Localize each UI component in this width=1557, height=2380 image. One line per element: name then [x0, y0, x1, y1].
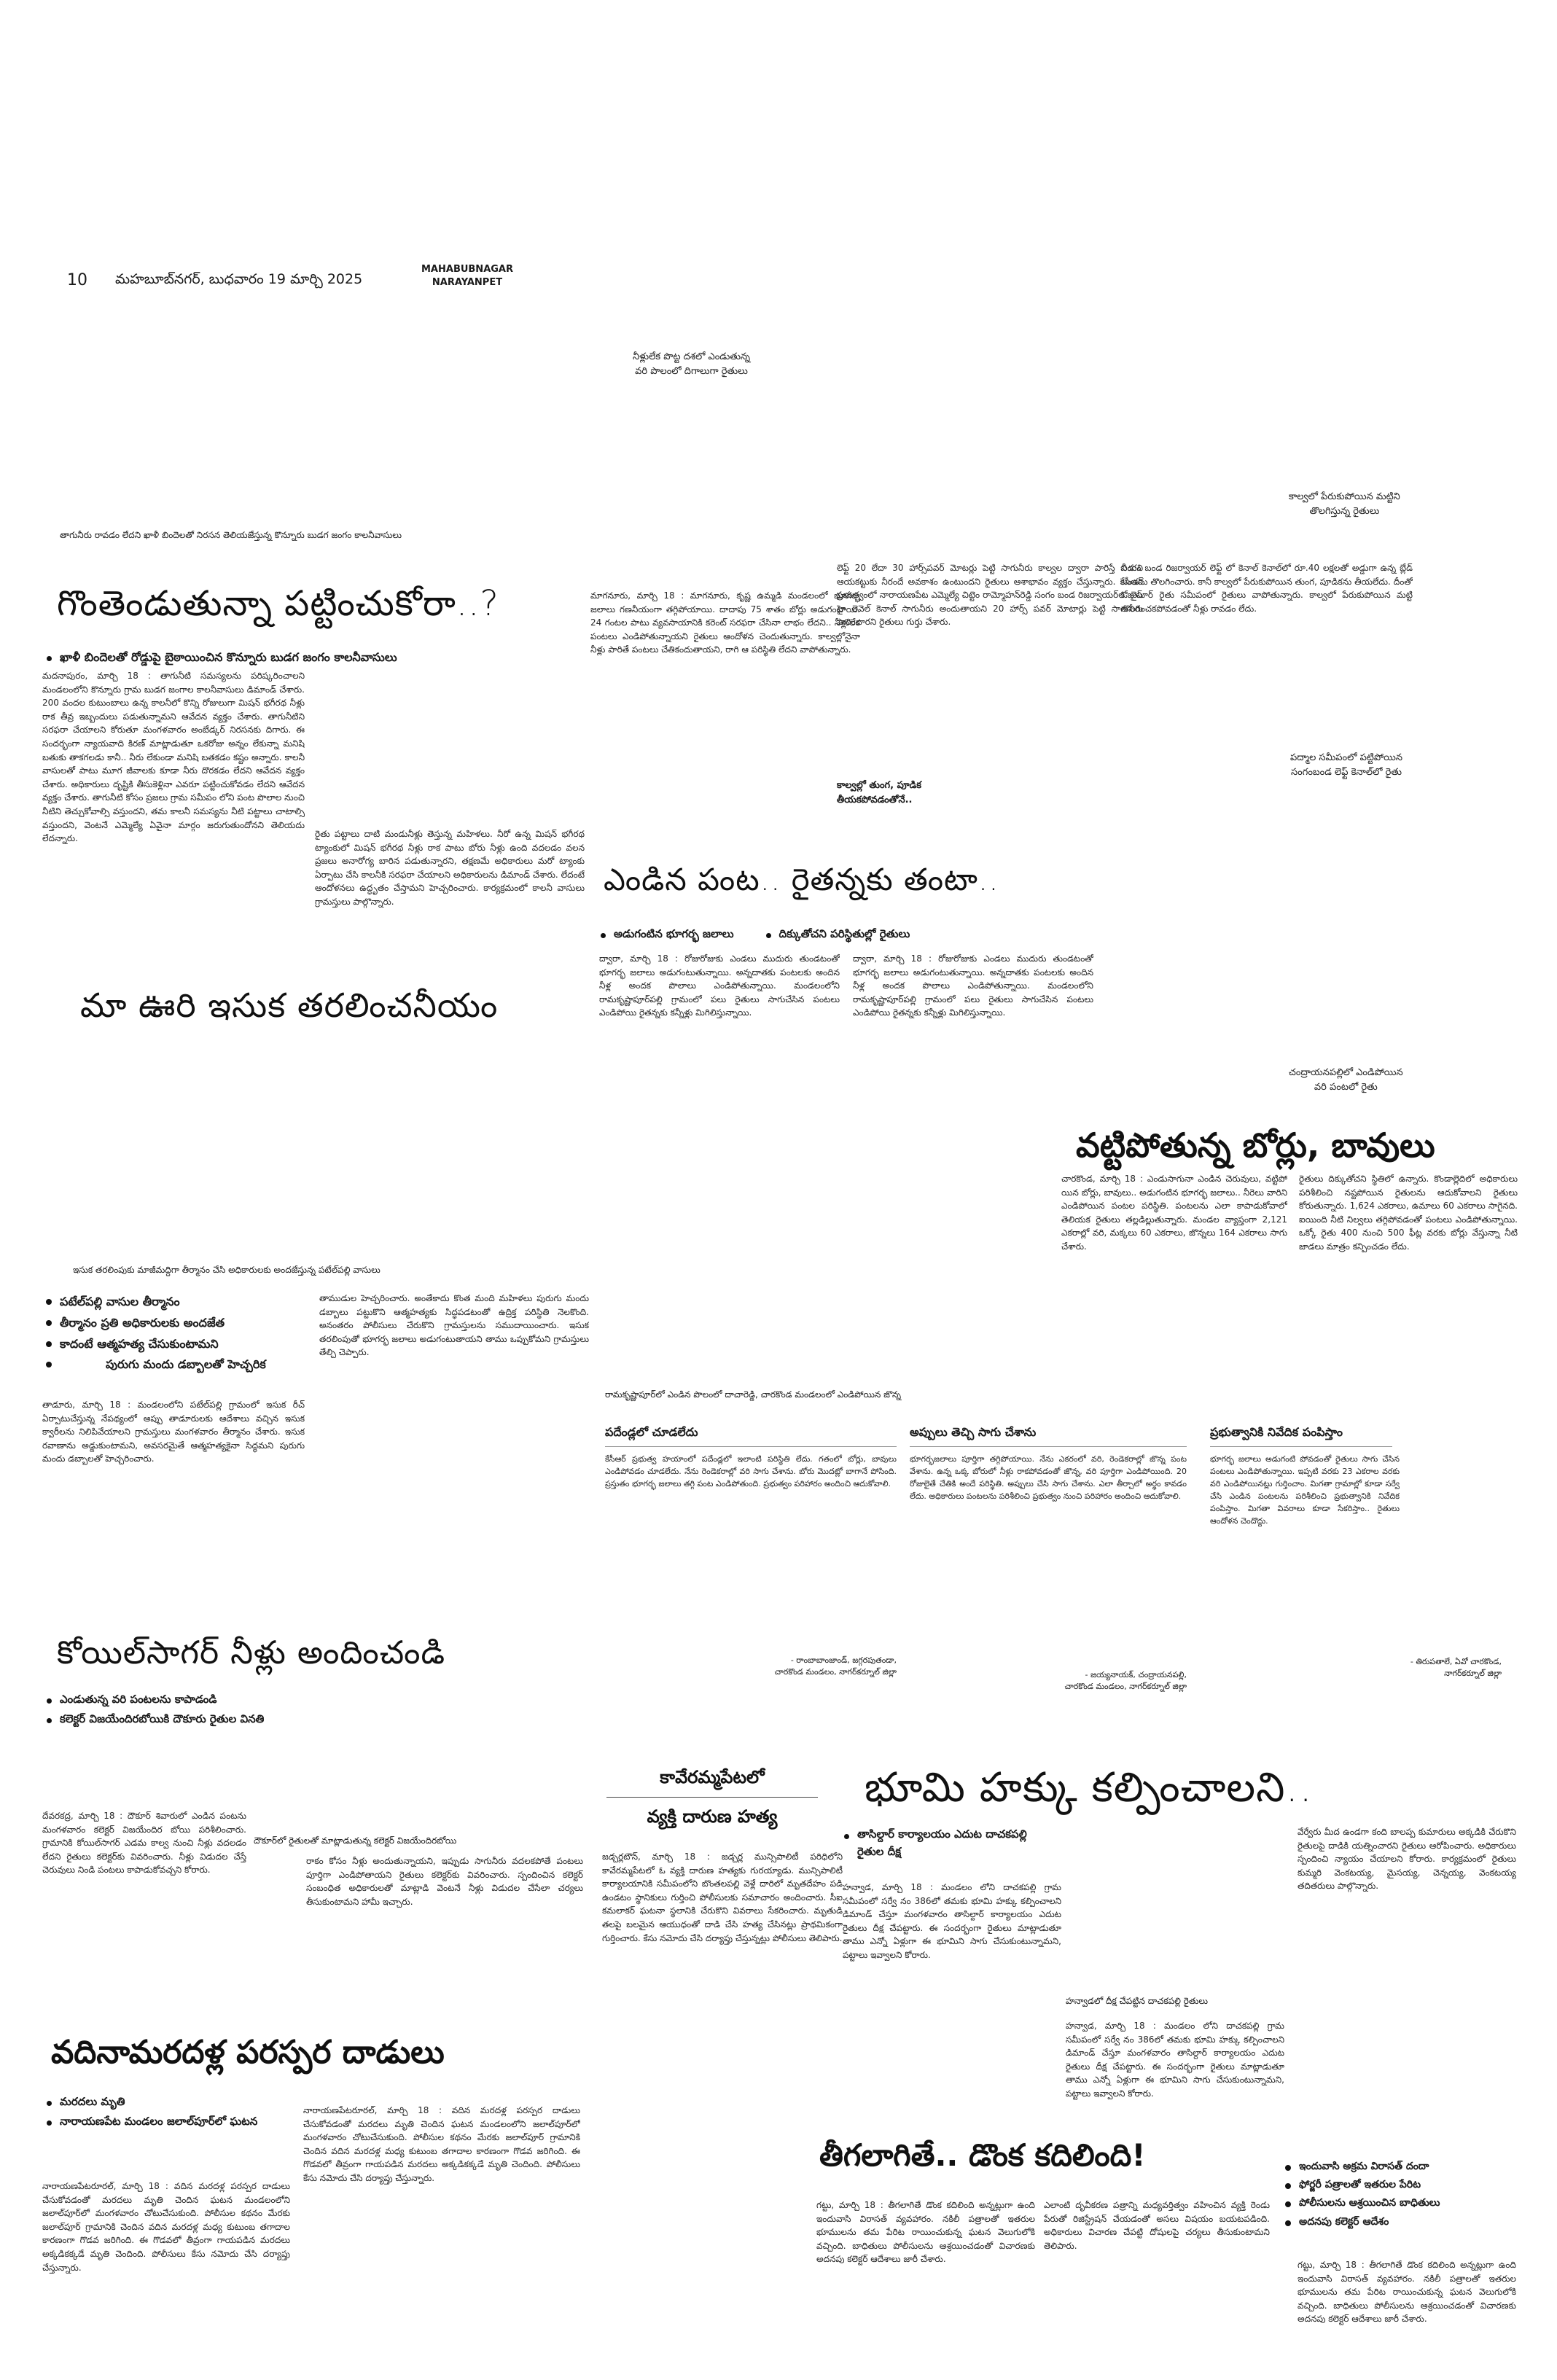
article-body: హన్వాడ, మార్చి 18 : మండలం లోని దాచకపల్లి గ్రామ సమీపంలో సర్వే నం 386లో తమకు భూమి హక్కు కల్పించాలని డిమాండ్ చేస్తూ మంగళవారం తాసిల్దార్ కార్యాలయం ఎదుట రైతులు దీక్ష చేపట్టారు. ఈ సందర్భంగా రైతులు మాట్లాడుతూ తాము ఎన్నో ఏళ్లుగా ఈ భూమిని సాగు చేసుకుంటున్నామని, పట్టాలు ఇవ్వాలని కోరారు. [1066, 2021, 1284, 2099]
headline: భూమి హక్కు కల్పించాలని.. [865, 1764, 1314, 1811]
article-body: గట్టు, మార్చి 18 : తీగలాగితే డొంక కదిలింది అన్నట్లుగా ఉంది ఇందువాసి విరాసత్ వ్యవహారం. నకిలీ పత్రాలతో ఇతరుల భూములను తమ పేరిట రాయించుకున్న ఘటన వెలుగులోకి వచ్చింది. బాధితులు పోలీసులను ఆశ్రయించడంతో విచారణకు అదనపు కలెక్టర్ ఆదేశాలు జారీ చేశారు. [1298, 2260, 1516, 2325]
article-body: తాడూరు, మార్చి 18 : మండలంలోని పటేల్‌పల్లి గ్రామంలో ఇసుక రీచ్ ఏర్పాటుచేస్తున్న నేపథ్యంలో ఆప్పు తాడూరులకు ఆదేశాలు వచ్చిన ఇసుక క్వారీలను నిలిపివేయాలని గ్రామస్తులు మంగళవారం తీర్మానం చేశారు. ఇసుక రవాణాను అడ్డుకుంటామని, అవసరమైతే ఆత్మహత్యకైనా సిద్ధమని పురుగు మందు డబ్బాలతో హెచ్చరించారు. [42, 1400, 305, 1464]
article-body: ద్వారా, మార్చి 18 : రోజురోజుకు ఎండలు ముదురు తుండటంతో భూగర్భ జలాలు అడుగంటుతున్నాయి. అన్నదాతకు పంటలకు అందిన నీళ్ల అందక పొలాలు ఎండిపోతున్నాయి. మండలంలోని రామకృష్ణాపూర్‌పల్లి గ్రామంలో పలు రైతులు సాగుచేసిన పంటలు ఎండిపోయి రైతన్నకు కన్నీళ్లు మిగిలిస్తున్నాయి. [853, 953, 1093, 1018]
story-kicker: కాల్వల్లో తుంగ, పూడిక తీయకపోవడంతోనే.. [837, 780, 922, 805]
article-body: హన్వాడ, మార్చి 18 : మండలం లోని దాచకపల్లి గ్రామ సమీపంలో సర్వే నం 386లో తమకు భూమి హక్కు కల్పించాలని డిమాండ్ చేస్తూ మంగళవారం తాసిల్దార్ కార్యాలయం ఎదుట రైతులు దీక్ష చేపట్టారు. ఈ సందర్భంగా రైతులు మాట్లాడుతూ తాము ఎన్నో ఏళ్లుగా ఈ భూమిని సాగు చేసుకుంటున్నామని, పట్టాలు ఇవ్వాలని కోరారు. [843, 1882, 1061, 1960]
story-bullets: ఎండుతున్న వరి పంటలను కాపాడండి కలెక్టర్ విజయేందిరబోయికి దౌకూరు రైతుల వినతి [44, 1690, 292, 1729]
article-body: ద్వారా, మార్చి 18 : రోజురోజుకు ఎండలు ముదురు తుండటంతో భూగర్భ జలాలు అడుగంటుతున్నాయి. అన్నదాతకు పంటలకు అందిన నీళ్ల అందక పొలాలు ఎండిపోతున్నాయి. మండలంలోని రామకృష్ణాపూర్‌పల్లి గ్రామంలో పలు రైతులు సాగుచేసిన పంటలు ఎండిపోయి రైతన్నకు కన్నీళ్లు మిగిలిస్తున్నాయి. [599, 953, 840, 1018]
headline: కోయిల్‌సాగర్ నీళ్లు అందించండి [57, 1634, 446, 1671]
story-bullets: అడుగంటిన భూగర్భ జలాలు దిక్కుతోచని పరిస్థితుల్లో రైతులు [598, 924, 1123, 944]
headline: వట్టిపోతున్న బోర్లు, బావులు [1076, 1125, 1435, 1165]
letter-body: కేసీఆర్ ప్రభుత్వ హయాంలో పదేండ్లలో ఇలాంటి పరిస్థితి లేదు. గతంలో బోర్లు, బావులు ఎండిపోవడం చూడలేదు. నేను రెండెకరాల్లో వరి సాగు చేశాను. బోరు మొదట్లో బాగానే పోసింది. ప్రస్తుతం భూగర్భ జలాలు తగ్గి పంట ఎండిపోతుంది. ప్రభుత్వం పరిహారం అందించి ఆదుకోవాలి. [605, 1454, 897, 1489]
photo-caption: పద్మాల సమీపంలో పట్టిపోయిన సంగంబండ లెఫ్ట్ కెనాల్‌లో రైతు [1290, 752, 1402, 779]
photo-caption: కాల్వలో పేరుకుపోయిన మట్టిని తొలగిస్తున్న రైతులు [1289, 491, 1400, 518]
letter-title: అప్పులు తెచ్చి సాగు చేశాను [910, 1425, 1187, 1447]
letter-body: భూగర్భజలాలు పూర్తిగా తగ్గిపోయాయి. నేను ఎకరంలో వరి, రెండెకరాల్లో జొన్న పంట వేశాను. ఉన్న ఒక్క బోరులో నీళ్లు రాకపోవడంతో జొన్న, వరి పూర్తిగా ఎండిపోయింది. 20 రోజులైతే చేతికి అందే పరిస్థితి. అప్పులు చేసి సాగు చేశాను. ఎలా తీర్చాలో అర్థం కావడం లేదు. అధికారులు పంటలను పరిశీలించి ప్రభుత్వం నుంచి పరిహారం అందించి ఆదుకోవాలి. [910, 1454, 1187, 1502]
subheadline: తాసిల్దార్ కార్యాలయం ఎదుట దాచకపల్లి రైతుల దీక్ష [841, 1825, 1053, 1860]
article-body: తాముడుల హెచ్చరించారు. అంతేకాదు కొంత మంది మహిళలు పురుగు మందు డబ్బాలు పట్టుకొని ఆత్మహత్యకు సిద్ధపడటంతో ఉద్రిక్త పరిస్థితి నెలకొంది. అనంతరం పోలీసులు చేరుకొని గ్రామస్తులను సముదాయించారు. ఇసుక తరలింపుతో భూగర్భ జలాలు అడుగంటుతాయని తాము ఒప్పుకోమని గ్రామస్తులు తేల్చి చెప్పారు. [319, 1293, 589, 1358]
letter-signature: - జయ్యనాయక్, చంద్రాయనపల్లి, చారకొండ మండలం, నాగర్‌కర్నూల్ జిల్లా [1064, 1670, 1187, 1691]
headline: మా ఊరి ఇసుక తరలించనీయం [80, 986, 499, 1025]
photo-caption: ఇసుక తరలింపుకు మాజీమద్దిగా తీర్మానం చేసి అధికారులకు అందజేస్తున్న పటేల్‌పల్లి వాసులు [73, 1265, 381, 1275]
article-body: మదనాపురం, మార్చి 18 : తాగునీటి సమస్యలను పరిష్కరించాలని మండలంలోని కొన్నూరు గ్రామ బుడగ జంగాల కాలనీవాసులు డిమాండ్ చేశారు. 200 వందల కుటుంబాలు ఉన్న కాలనీలో కొన్ని రోజులుగా మిషన్ భగీరథ నీళ్లు రాక తీవ్ర ఇబ్బందులు పడుతున్నామని ఆవేదన వ్యక్తం చేశారు. తాగునీటిని సరఫరా చేయాలని కోరుతూ మంగళవారం అంబేడ్కర్ నిరసనకు దిగారు. ఈ సందర్భంగా న్యాయవాది కిరణ్ మాట్లాడుతూ ఒకరోజు అన్నం లేకున్నా మనిషి బతుకు తాకగలడు కానీ.. నీరు లేకుండా మనిషి బతకడం కష్టం అన్నారు. కాలనీ వాసులతో పాటు మూగ జీవాలకు కూడా నీరు దొరకడం లేదని ఆవేదన వ్యక్తం చేశారు. అధికారులు దృష్టికి తీసుకెళ్లినా ఎవరూ పట్టించుకోవడం లేదని ఆవేదన వ్యక్తం చేశారు. తాగునీటి కోసం ప్రజలు గ్రామ సమీపం లోని పంట పొలాల నుంచి నీటిని తెచ్చుకోవాల్సి వస్తుందని, తమ కాలనీ సమస్యను నీటి పట్టాలు చాటాల్సి వస్తుందని, వెంటనే ఎమ్మెల్యే ఏవైనా మార్గం జరుగుతుందోనని తెలియదు లేదన్నారు. [42, 671, 305, 844]
article-body: లెఫ్ట్ 20 లేదా 30 హార్స్‌పవర్ మోటర్లు పెట్టి సాగునీరు కాల్వల ద్వారా పారిస్తే బీడుని ఆయకట్టుకు నీరందే అవకాశం ఉంటుందని రైతులు ఆశాభావం వ్యక్తం చేస్తున్నారు. కేసీఆర్ ప్రభుత్వంలో నారాయణపేట ఎమ్మెల్యే చిట్టెం రామ్మోహన్‌రెడ్డి సంగం బండ రిజర్వాయర్‌లో బైస్ హై లెవెల్ కెనాల్ సాగునీరు అందుతాయని 20 హార్స్ పవర్ మోటార్లు పెట్టి సాగునీరు పారించారని రైతులు గుర్తు చేశారు. [837, 563, 1143, 628]
subheadline: ఖాళీ బిందెలతో రోడ్డుపై బైఠాయించిన కొన్నూరు బుడగ జంగం కాలనీవాసులు [44, 647, 598, 668]
story-bullets: పటేల్‌పల్లి వాసుల తీర్మానం తీర్మానం ప్రతి అధికారులకు అందజేత కాదంటే ఆత్మహత్య చేసుకుంటామని పురుగు మందు డబ్బాలతో హెచ్చరిక [44, 1292, 335, 1376]
article-body: చారకొండ, మార్చి 18 : ఎండుసాగునా ఎండిన చెరువులు, వట్టిపో యిన బోర్లు, బావులు.. అడుగంటిన భూగర్భ జలాలు.. నీరెలు వారిని ఎండిపోయిన పంటల పరిస్థితి. పంటలను ఎలా కాపాడుకోవాలో తెలియక రైతులు తల్లడిల్లుతున్నారు. మండల వ్యాప్తంగా 2,121 ఎకరాల్లో వరి, మక్కలు 60 ఎకరాలు, జొన్నలు 164 ఎకరాలు సాగు చేశారు. [1061, 1174, 1287, 1252]
letter-title: ప్రభుత్వానికి నివేదిక పంపిస్తాం [1210, 1425, 1392, 1447]
article-body: గట్టు, మార్చి 18 : తీగలాగితే డొంక కదిలింది అన్నట్లుగా ఉంది ఇందువాసి విరాసత్ వ్యవహారం. నకిలీ పత్రాలతో ఇతరుల భూములను తమ పేరిట రాయించుకున్న ఘటన వెలుగులోకి వచ్చింది. బాధితులు పోలీసులను ఆశ్రయించడంతో విచారణకు అదనపు కలెక్టర్ ఆదేశాలు జారీ చేశారు. [816, 2200, 1035, 2265]
page-number: 10 [67, 271, 87, 289]
article-body: రైతులు దిక్కుతోచని స్థితిలో ఉన్నారు. కొండాల్లెదిలో అధికారులు పరిశీలించి నష్టపోయిన రైతులను ఆదుకోవాలని రైతులు కోరుతున్నారు. 1,624 ఎకరాలు, ఉమాలు 60 ఎకరాలు సాగైనది. ఐయింది నీటి నిల్వలు తగ్గిపోవడంతో పంటలు ఎండిపోతున్నాయి. ఒక్కో రైతు 400 నుంచి 500 ఫీట్ల వరకు బోర్లు వేస్తున్నా నీటి జాడలు మాత్రం కన్పించడం లేదు. [1299, 1174, 1518, 1252]
letter-title: పదేండ్లలో చూడలేదు [605, 1425, 897, 1447]
headline: తీగలాగితే.. డొంక కదిలింది! [819, 2137, 1146, 2173]
letter-body: భూగర్భ జలాలు అడుగంటి పోవడంతో రైతులు సాగు చేసిన పంటలు ఎండిపోతున్నాయి. ఇప్పటి వరకు 23 ఎకరాల వరకు వరి ఎండిపోయినట్లు గుర్తించాం. మిగతా గ్రామాల్లో కూడా సర్వే చేసి ఎండిన పంటలను పరిశీలించి ప్రభుత్వానికి నివేదిక పంపిస్తాం. మిగతా వివరాలు కూడా సేకరిస్తాం.. రైతులు ఆందోళన చెందొద్దు. [1210, 1454, 1400, 1526]
photo-caption: నీళ్లులేక పొట్ట దశలో ఎండుతున్న వరి పొలంలో దిగాలుగా రైతులు [633, 351, 751, 378]
headline: కావేరమ్మపేటలో వ్యక్తి దారుణ హత్య [606, 1764, 818, 1830]
letter-box [1210, 1425, 1502, 1680]
article-body: నారాయణపేటరూరల్, మార్చి 18 : వదిన మరదళ్ల పరస్పర దాడులు చేసుకోవడంతో మరదలు మృతి చెందిన ఘటన మండలంలోని జలాల్‌పూర్‌లో మంగళవారం చోటుచేసుకుంది. పోలీసుల కథనం మేరకు జలాల్‌పూర్ గ్రామానికి చెందిన వదిన మరదళ్ల మధ్య కుటుంబ తగాదాల కారణంగా గొడవ జరిగింది. ఈ గొడవలో తీవ్రంగా గాయపడిన మరదలు అక్కడికక్కడే మృతి చెందింది. పోలీసులు కేసు నమోదు చేసి దర్యాప్తు చేస్తున్నారు. [42, 2181, 290, 2273]
article-body: ఎలాంటి దృవీకరణ పత్రాన్ని మధ్యవర్తిత్వం వహించిన వ్యక్తి రెండు పేరుతో రిజిస్ట్రేషన్ చేయడంతో అసలు విషయం బయటపడింది. అధికారులు విచారణ చేపట్టి దోషులపై చర్యలు తీసుకుంటామని తెలిపారు. [1044, 2200, 1270, 2251]
article-body: రైతు పట్టాలు దాటి మండునీళ్లు తెస్తున్న మహిళలు. నీరో ఉన్న మిషన్ భగీరథ ట్యాంకులో మిషన్ భగీరథ నీళ్లు రాక పాటు బోరు నీళ్లు ఉంది వదలడం వలన ప్రజలు అనారోగ్య బారిన పడుతున్నారని, తక్షణమే అధికారులు మరో ట్యాంకు ఏర్పాటు చేసి కాలనీకి సరఫరా చేయాలని అధికారులను డిమాండ్ చేశారు. లేదంటే ఆందోళనలు ఉద్ధృతం చేస్తామని హెచ్చరించారు. కార్యక్రమంలో కాలనీ వాసులు గ్రామస్తులు పాల్గొన్నారు. [315, 829, 585, 907]
headline: గొంతెండుతున్నా పట్టించుకోరా..? [57, 583, 499, 624]
headline: ఎండిన పంట.. రైతన్నకు తంటా.. [604, 862, 999, 897]
photo-caption: హన్వాడలో దీక్ష చేపట్టిన దాచకపల్లి రైతులు [1066, 1996, 1209, 2006]
story-kicker: తాగునీరు రావడం లేదని ఖాళీ బిందెలతో నిరసన తెలియజేస్తున్న కొన్నూరు బుడగ జంగం కాలనీవాసులు [60, 530, 402, 540]
article-body: వేర్వేరు మీద ఉండగా కంది బాలప్ప కుమారులు అక్కడికి చేరుకొని రైతులపై దాడికి యత్నించారని రైతులు ఆరోపించారు. అధికారులు స్పందించి న్యాయం చేయాలని కోరారు. కార్యక్రమంలో రైతులు కుమ్మరి వెంకటయ్య, మైసయ్య, చెన్నయ్య, వెంకటయ్య తదితరులు పాల్గొన్నారు. [1298, 1827, 1516, 1892]
photo-caption: చంద్రాయనపల్లిలో ఎండిపోయిన వరి పంటలో రైతు [1289, 1067, 1403, 1093]
article-body: జడ్చర్లటౌన్, మార్చి 18 : జడ్చర్ల మున్సిపాలిటీ పరిధిలోని కావేరమ్మపేటలో ఓ వ్యక్తి దారుణ హత్యకు గురయ్యాడు. మున్సిపాలిటీ కార్యాలయానికి సమీపంలోని బొంతలపల్లి వెళ్లే దారిలో మృతదేహం పడి ఉండటం స్థానికులు గుర్తించి పోలీసులకు సమాచారం అందించారు. సీఐ కమలాకర్ ఘటనా స్థలానికి చేరుకొని వివరాలు సేకరించారు. మృతుడి తలపై బలమైన ఆయుధంతో దాడి చేసి హత్య చేసినట్లు ప్రాథమికంగా గుర్తించారు. కేసు నమోదు చేసి దర్యాప్తు చేస్తున్నట్లు పోలీసులు తెలిపారు. [602, 1852, 843, 1943]
story-bullets: ఇందువాసి అక్రమ విరాసత్ దందా ఫోర్జరీ పత్రాలతో ఇతరుల పేరిట పోలీసులను ఆశ్రయించిన బాధితులు అదనపు కలెక్టర్ ఆదేశం [1283, 2158, 1523, 2231]
photo-caption: దౌకూర్‌లో రైతులతో మాట్లాడుతున్న కలెక్టర్ విజయేందిరబోయి [254, 1835, 457, 1846]
article-body: నారాయణపేటరూరల్, మార్చి 18 : వదిన మరదళ్ల పరస్పర దాడులు చేసుకోవడంతో మరదలు మృతి చెందిన ఘటన మండలంలోని జలాల్‌పూర్‌లో మంగళవారం చోటుచేసుకుంది. పోలీసుల కథనం మేరకు జలాల్‌పూర్ గ్రామానికి చెందిన వదిన మరదళ్ల మధ్య కుటుంబ తగాదాల కారణంగా గొడవ జరిగింది. ఈ గొడవలో తీవ్రంగా గాయపడిన మరదలు అక్కడికక్కడే మృతి చెందింది. పోలీసులు కేసు నమోదు చేసి దర్యాప్తు చేస్తున్నారు. [303, 2105, 580, 2183]
article-body: సంగం బండ రిజర్వాయర్ లెఫ్ట్ లో కెనాల్ కెనాల్‌లో రూ.40 లక్షలతో అడ్డుగా ఉన్న బ్లేడ్ బండను తొలగించారు. కానీ కాల్వలో పేరుకుపోయిన తుంగ, పూడికను తీయలేదు. దీంతో ఓజులూర్ రైతు సమీపంలో రైతులు వాపోతున్నారు. కాల్వలో పేరుకుపోయిన మట్టి తొలగించకపోవడంతో నీళ్లు రావడం లేదు. [1121, 563, 1413, 614]
article-body: మాగనూరు, మార్చి 18 : మాగనూరు, కృష్ణ ఉమ్మడి మండలంలో భూగర్భ జలాలు గణనీయంగా తగ్గిపోయాయి. దాదాపు 75 శాతం బోర్లు అడుగంటాయి. 24 గంటల పాటు వ్యవసాయానికి కరెంట్ సరఫరా చేసినా లాభం లేదని.. నీళ్లులేక పంటలు ఎండిపోతున్నాయని రైతులు ఆందోళన చెందుతున్నారు. కాల్వల్లోనైనా నీళ్లు పారితే పంటలు చేతికందుతాయని, రాగి ఆ పరిస్థితి లేదని వాపోతున్నారు. [590, 590, 860, 655]
story-bullets: మరదలు మృతి నారాయణపేట మండలం జలాల్‌పూర్‌లో ఘటన [44, 2092, 292, 2131]
letter-box [910, 1425, 1187, 1693]
section-label: MAHABUBNAGAR NARAYANPET [421, 264, 513, 289]
letter-signature: - తిరుపతాలే, ఏవో చారకొండ, నాగర్‌కర్నూల్ జిల్లా [1410, 1657, 1502, 1678]
letter-signature: - రాంబాబాంజాండ్, జగ్గరపుతండా, చారకొండ మండలం, నాగర్‌కర్నూల్ జిల్లా [774, 1655, 897, 1677]
dateline: మహబూబ్‌నగర్, బుధవారం 19 మార్చి 2025 [115, 271, 363, 287]
headline: వదినామరదళ్ల పరస్పర దాడులు [51, 2034, 445, 2071]
article-body: దేవరకద్ర, మార్చి 18 : దౌకూర్ శివారులో ఎండిన పంటను మంగళవారం కలెక్టర్ విజయేందిర బోయి పరిశీలించారు. గ్రామానికి కోయిల్‌సాగర్ ఎడమ కాల్వ నుంచి నీళ్లు వదలడం లేదని రైతులు కలెక్టర్‌కు వివరించారు. నీళ్లు విడుదల చేస్తే చెరువులు నిండి పంటలు కాపాడుకోవచ్చని కోరారు. [42, 1811, 246, 1876]
photo-caption: రామకృష్ణాపూర్‌లో ఎండిన పొలంలో దాచారెడ్డి, చారకొండ మండలంలో ఎండిపోయిన జొన్న [605, 1389, 902, 1400]
article-body: రాకం కోసం నీళ్లు అందుతున్నాయని, ఇప్పుడు సాగునీరు వదలకపోతే పంటలు పూర్తిగా ఎండిపోతాయని రైతులు కలెక్టర్‌కు వివరించారు. స్పందించిన కలెక్టర్ సంబంధిత అధికారులతో మాట్లాడి వెంటనే నీళ్లు విడుదల చేసేలా చర్యలు తీసుకుంటామని హామీ ఇచ్చారు. [306, 1856, 583, 1907]
letter-box [605, 1425, 897, 1679]
